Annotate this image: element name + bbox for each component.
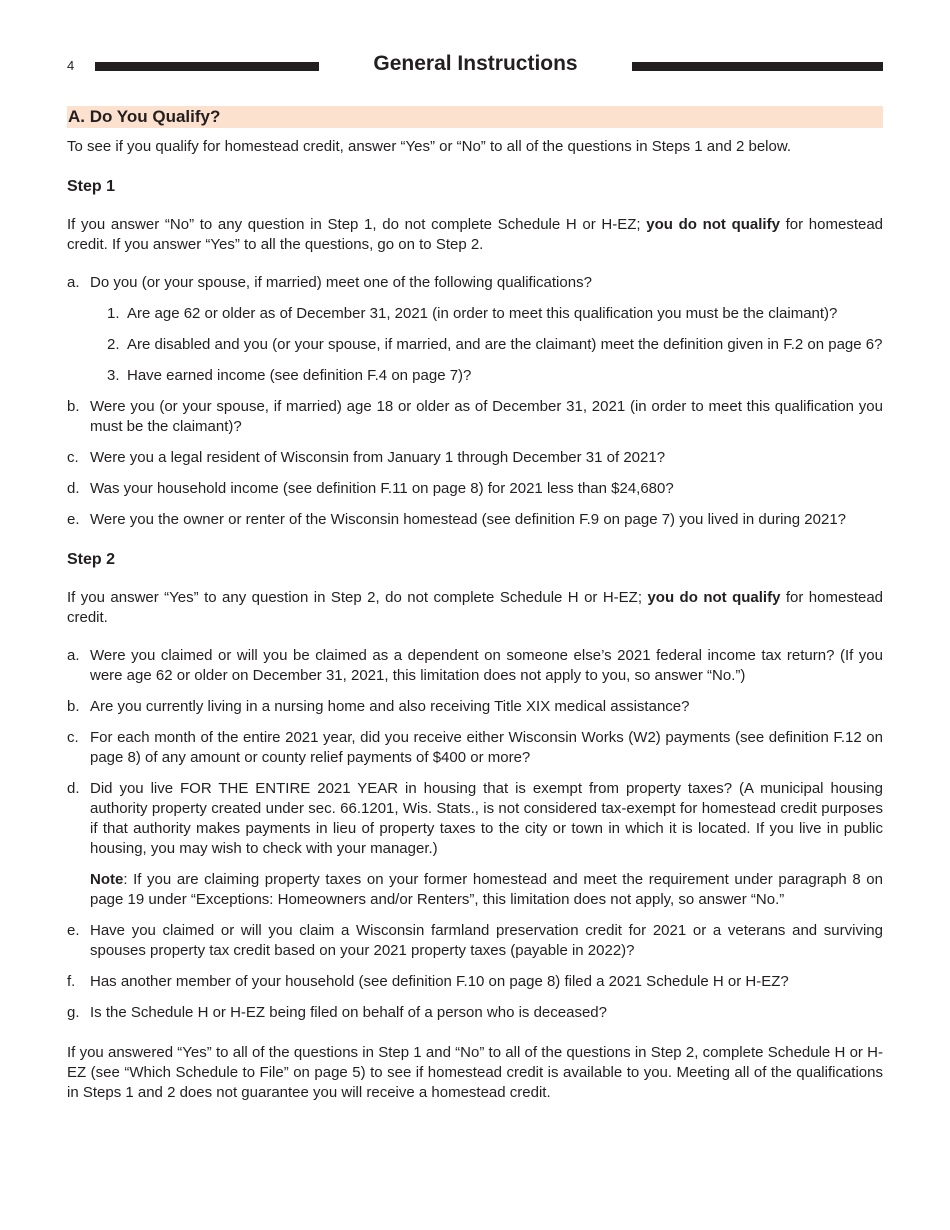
step1-question-b bbox=[67, 397, 883, 437]
main-content bbox=[67, 106, 883, 1103]
section-intro: To see if you qualify for homestead credit, answer “Yes” or “No” to all of the questions in Steps 1 and 2 below. bbox=[67, 138, 792, 155]
question-text: Were you (or your spouse, if married) age 18 or older as of December 31, 2021 (in order to meet this qualification you must be the claimant)? bbox=[90, 398, 883, 435]
question-text: Have you claimed or will you claim a Wisconsin farmland preservation credit for 2021 or a veterans and surviving spouses property tax credit based on your 2021 property taxes (payable in 2022)? bbox=[90, 922, 883, 959]
question-label: c. bbox=[67, 449, 79, 466]
header-rule-left bbox=[95, 62, 319, 71]
closing-paragraph: If you answered “Yes” to all of the questions in Step 1 and “No” to all of the questions in Step 2, complete Schedule H or H-EZ (see “Which Schedule to File” on page 5) to see if homestead credit is available to you. Meeting all of the qualifications in Steps 1 and 2 does not guarantee you will receive a homestead credit. bbox=[67, 1044, 883, 1101]
step1-heading: Step 1 bbox=[67, 178, 116, 195]
note-label: Note bbox=[90, 871, 124, 888]
step2-intro-emphasis: you do not qualify bbox=[647, 589, 781, 606]
subitem-text: Are age 62 or older as of December 31, 2021 (in order to meet this qualification you must be the claimant)? bbox=[127, 305, 838, 322]
step1-question-c bbox=[67, 448, 883, 468]
subitem-label: 3. bbox=[107, 367, 120, 384]
step2-question-a bbox=[67, 646, 883, 686]
section-heading: A. Do You Qualify? bbox=[67, 106, 883, 128]
question-text: Were you a legal resident of Wisconsin from January 1 through December 31 of 2021? bbox=[90, 449, 666, 466]
question-text: Do you (or your spouse, if married) meet one of the following qualifications? bbox=[90, 274, 592, 291]
step2-question-c bbox=[67, 728, 883, 768]
question-text: Are you currently living in a nursing home and also receiving Title XIX medical assistance? bbox=[90, 698, 690, 715]
question-text: Has another member of your household (see definition F.10 on page 8) filed a 2021 Schedule H or H-EZ? bbox=[90, 973, 789, 990]
question-text: Did you live FOR THE ENTIRE 2021 YEAR in housing that is exempt from property taxes? (A municipal housing authority property created under sec. 66.1201, Wis. Stats., is not considered tax-exempt for homestead credit purposes if that authority makes payments in lieu of property taxes to the city or town in which it is located. If you live in public housing, you may wish to check with your manager.) bbox=[90, 780, 883, 857]
question-label: g. bbox=[67, 1004, 80, 1021]
step2-question-e bbox=[67, 921, 883, 961]
step1-intro-text-end: for homestead credit. If you answer “Yes” to all the questions, go on to Step 2. bbox=[67, 216, 884, 253]
step1-subitem-1 bbox=[107, 304, 883, 324]
question-label: e. bbox=[67, 511, 80, 528]
step2-note bbox=[90, 870, 883, 910]
question-label: f. bbox=[67, 973, 76, 990]
step1-question-e bbox=[67, 510, 883, 530]
step1-question-a bbox=[67, 273, 883, 293]
question-text: Was your household income (see definition F.11 on page 8) for 2021 less than $24,680? bbox=[90, 480, 674, 497]
question-text: Were you claimed or will you be claimed as a dependent on someone else’s 2021 federal income tax return? (If you were age 62 or older on December 31, 2021, this limitation does not apply to you, so answer “No.”) bbox=[90, 647, 883, 684]
question-label: d. bbox=[67, 780, 80, 797]
step1-question-d bbox=[67, 479, 883, 499]
step1-subitem-2 bbox=[107, 335, 883, 355]
page-title: General Instructions bbox=[373, 52, 578, 75]
step2-intro-text-end: for homestead credit. bbox=[67, 589, 884, 626]
question-label: b. bbox=[67, 698, 80, 715]
question-label: e. bbox=[67, 922, 80, 939]
header-rule-right bbox=[632, 62, 883, 71]
note-text: : If you are claiming property taxes on your former homestead and meet the requirement under paragraph 8 on page 19 under “Exceptions: Homeowners and/or Renters”, this limitation does not apply, so answer “No.” bbox=[90, 871, 883, 908]
question-text: Were you the owner or renter of the Wisconsin homestead (see definition F.9 on page 7) you lived in during 2021? bbox=[90, 511, 846, 528]
page-header bbox=[0, 50, 950, 80]
question-label: d. bbox=[67, 480, 80, 497]
step2-intro bbox=[67, 588, 883, 628]
step2-question-b bbox=[67, 697, 883, 717]
step2-question-d bbox=[67, 779, 883, 859]
step1-intro bbox=[67, 215, 883, 255]
subitem-label: 1. bbox=[107, 305, 120, 322]
page-number: 4 bbox=[67, 58, 75, 73]
question-label: a. bbox=[67, 274, 80, 291]
question-text: For each month of the entire 2021 year, did you receive either Wisconsin Works (W2) payments (see definition F.12 on page 8) of any amount or county relief payments of $400 or more? bbox=[90, 729, 883, 766]
step2-question-f bbox=[67, 972, 883, 992]
question-label: a. bbox=[67, 647, 80, 664]
subitem-text: Have earned income (see definition F.4 on page 7)? bbox=[127, 367, 472, 384]
step1-subitem-3 bbox=[107, 366, 883, 386]
step2-intro-text: If you answer “Yes” to any question in Step 2, do not complete Schedule H or H-EZ; bbox=[67, 589, 643, 606]
question-label: c. bbox=[67, 729, 79, 746]
question-label: b. bbox=[67, 398, 80, 415]
step2-heading: Step 2 bbox=[67, 551, 116, 568]
subitem-text: Are disabled and you (or your spouse, if married, and are the claimant) meet the definition given in F.2 on page 6? bbox=[127, 336, 883, 353]
step1-intro-text: If you answer “No” to any question in Step 1, do not complete Schedule H or H-EZ; bbox=[67, 216, 641, 233]
step2-question-g bbox=[67, 1003, 883, 1023]
subitem-label: 2. bbox=[107, 336, 120, 353]
step1-intro-emphasis: you do not qualify bbox=[646, 216, 780, 233]
question-text: Is the Schedule H or H-EZ being filed on behalf of a person who is deceased? bbox=[90, 1004, 607, 1021]
